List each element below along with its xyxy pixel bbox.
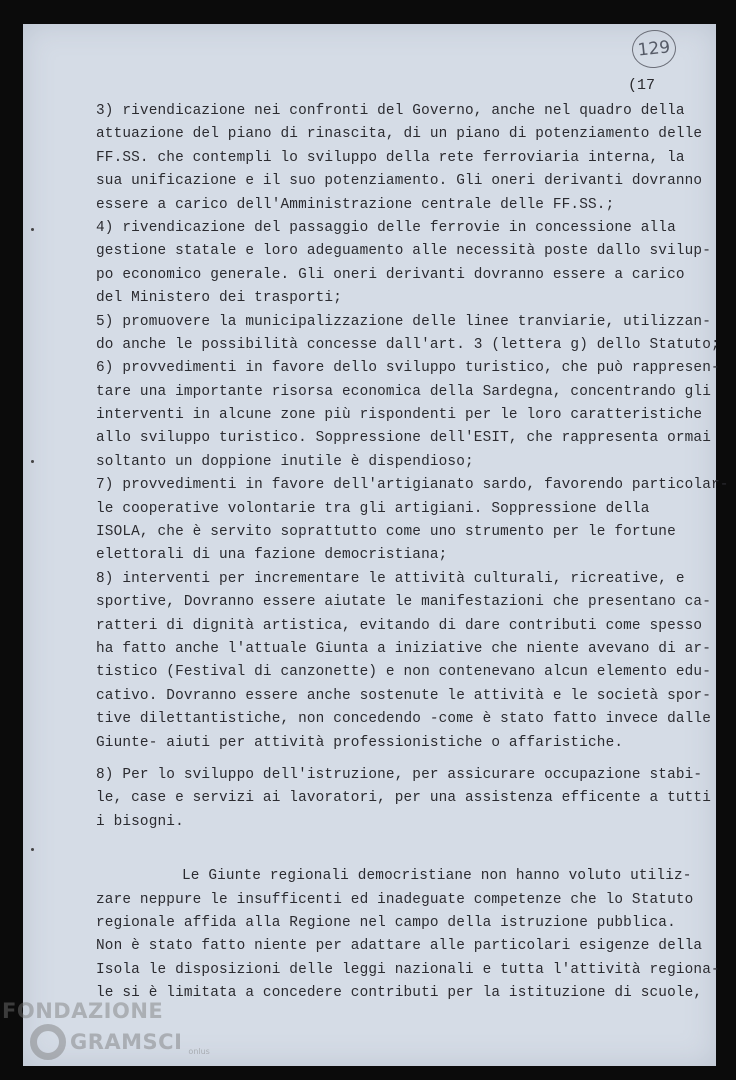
text-line: sportive, Dovranno essere aiutate le manifestazioni che presentano ca- [96,594,712,611]
page-number: (17 [628,77,656,94]
text-line: 3) rivendicazione nei confronti del Governo, anche nel quadro della [96,103,685,119]
text-line: Isola le disposizioni delle leggi nazionali e tutta l'attività regiona- [96,961,720,978]
watermark-line2: GRAMSCI [70,1030,183,1054]
text-line: sua unificazione e il suo potenziamento. Gli oneri derivanti dovranno [96,173,703,190]
text-line: soltanto un doppione inutile è dispendioso; [96,453,474,470]
text-line: Le Giunte regionali democristiane non hanno voluto utiliz- [182,868,692,885]
text-line: allo sviluppo turistico. Soppressione dell'ESIT, che rappresenta ormai [96,430,712,447]
text-line: tare una importante risorsa economica della Sardegna, concentrando gli [96,383,712,400]
margin-mark [31,848,34,851]
text-line: cativo. Dovranno essere anche sostenute le attività e le società spor- [96,687,712,704]
text-line: do anche le possibilità concesse dall'art. 3 (lettera g) dello Statuto; [96,336,720,353]
text-line: elettorali di una fazione democristiana; [96,547,448,564]
watermark-suffix: onlus [188,1046,210,1056]
gramsci-logo-icon [30,1024,66,1060]
text-line: le cooperative volontarie tra gli artigiani. Soppressione della [96,500,650,517]
text-line: Giunte- aiuti per attività professionistiche o affaristiche. [96,734,624,751]
text-line: 6) provvedimenti in favore dello sviluppo turistico, che può rappresen- [96,360,720,377]
text-line: ratteri di dignità artistica, evitando di dare contributi come spesso [96,617,703,634]
text-line: Non è stato fatto niente per adattare alle particolari esigenze della [96,938,703,955]
text-line: 5) promuovere la municipalizzazione delle linee tranviarie, utilizzan- [96,313,712,330]
text-line: le, case e servizi ai lavoratori, per una assistenza efficente a tutti [96,790,712,807]
text-line: tistico (Festival di canzonette) e non contenevano alcun elemento edu- [96,664,712,681]
typed-text-body [96,100,729,1005]
text-line: 7) provvedimenti in favore dell'artigianato sardo, favorendo particolar- [96,477,729,494]
text-line: tive dilettantistiche, non concedendo -come è stato fatto invece dalle [96,711,712,728]
text-line: 8) interventi per incrementare le attività culturali, ricreative, e [96,570,685,587]
text-line: po economico generale. Gli oneri derivanti dovranno essere a carico [96,266,685,283]
text-line: FF.SS. che contempli lo sviluppo della rete ferroviaria interna, la [96,149,685,166]
text-line: regionale affida alla Regione nel campo della istruzione pubblica. [96,914,676,931]
text-line: i bisogni. [96,813,184,830]
margin-mark [31,460,34,463]
text-line: gestione statale e loro adeguamento alle necessità poste dallo svilup- [96,243,712,260]
text-line: zare neppure le insufficenti ed inadeguate competenze che lo Statuto [96,891,694,908]
text-line: 4) rivendicazione del passaggio delle ferrovie in concessione alla [96,219,676,236]
archive-number-stamp: 129 [630,28,678,70]
text-line: attuazione del piano di rinascita, di un piano di potenziamento delle [96,126,703,143]
text-line: essere a carico dell'Amministrazione centrale delle FF.SS.; [96,196,615,213]
watermark-line1: FONDAZIONE [2,999,164,1023]
text-line: le si è limitata a concedere contributi per la istituzione di scuole, [96,985,703,1002]
text-line: 8) Per lo sviluppo dell'istruzione, per assicurare occupazione stabi- [96,766,703,783]
margin-mark [31,228,34,231]
text-line: del Ministero dei trasporti; [96,290,343,307]
fondazione-gramsci-watermark [2,999,210,1060]
text-line: interventi in alcune zone più rispondenti per le loro caratteristiche [96,407,703,424]
text-line: ha fatto anche l'attuale Giunta a iniziative che niente avevano di ar- [96,640,712,657]
text-line: ISOLA, che è servito soprattutto come uno strumento per le fortune [96,524,676,541]
